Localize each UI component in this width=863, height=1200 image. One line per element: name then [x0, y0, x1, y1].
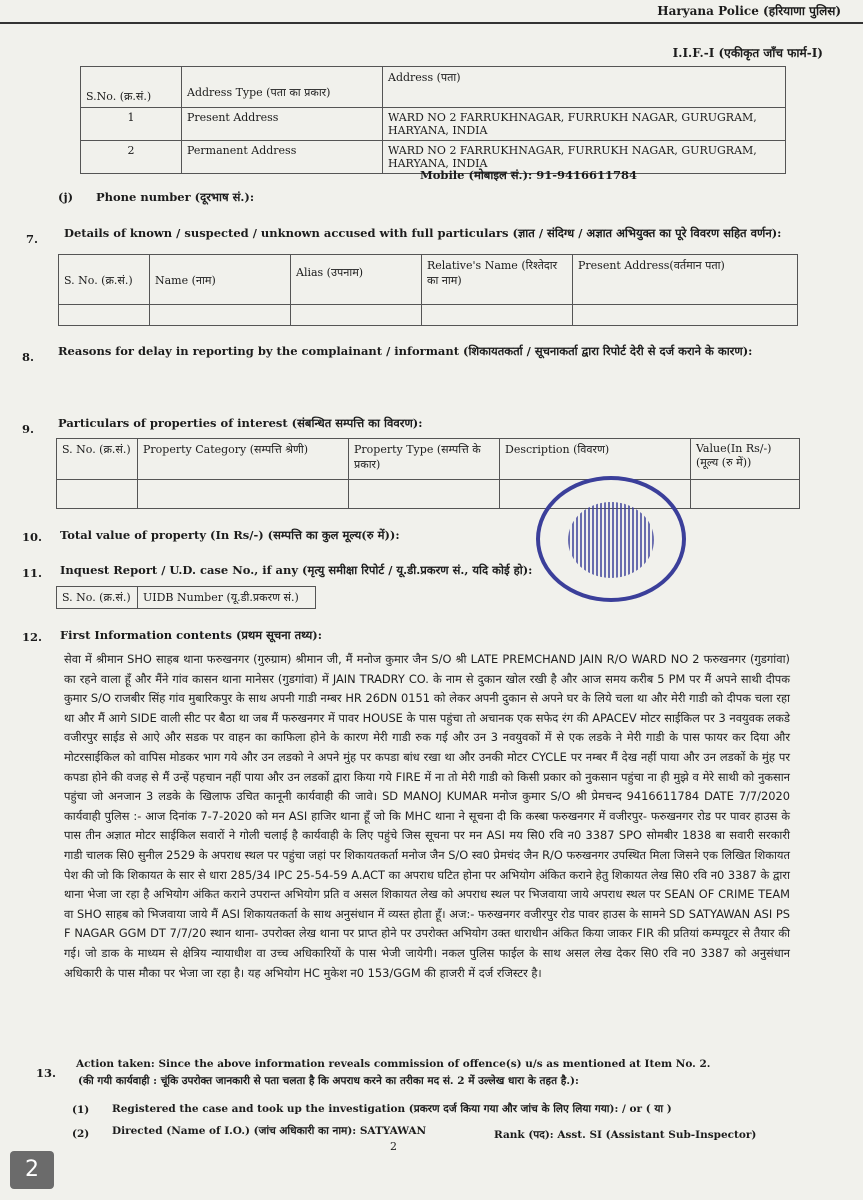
section-10-number: 10.	[22, 530, 43, 544]
table-header-cell: S. No. (क्र.सं.)	[59, 255, 150, 305]
table-header-row	[59, 255, 798, 305]
table-header-cell: Property Type (सम्पत्ति के प्रकार)	[349, 439, 500, 480]
action-item-2: Directed (Name of I.O.) (जांच अधिकारी का नाम): SATYAWAN	[112, 1125, 427, 1137]
section-12-number: 12.	[22, 630, 43, 644]
phone-label: Phone number (दूरभाष सं.):	[96, 190, 255, 204]
table-header-cell: Relative's Name (रिश्तेदार का नाम)	[422, 255, 573, 305]
table-header-cell: Description (विवरण)	[500, 439, 691, 480]
table-header-row	[81, 67, 786, 108]
section-7-number: 7.	[26, 232, 39, 246]
section-12-label: First Information contents (प्रथम सूचना तथ्य):	[60, 628, 322, 642]
table-row	[81, 108, 786, 141]
io-rank: Rank (पद): Asst. SI (Assistant Sub-Inspector)	[494, 1129, 757, 1141]
section-10-label: Total value of property (In Rs/-) (सम्पत्ति का कुल मूल्य(रु में)):	[60, 528, 400, 542]
action-item-2-number: (2)	[72, 1128, 90, 1140]
table-header-cell: Address (पता)	[383, 67, 786, 108]
section-9-label: Particulars of properties of interest (संबन्धित सम्पत्ति का विवरण):	[58, 416, 423, 430]
table-header-row	[57, 439, 800, 480]
table-header-cell: Alias (उपनाम)	[291, 255, 422, 305]
table-cell: 1	[81, 108, 182, 141]
form-id: I.I.F.-I (एकीकृत जाँच फार्म-I)	[672, 46, 823, 60]
table-header-cell: S. No. (क्र.सं.)	[57, 587, 138, 609]
table-header-cell: S. No. (क्र.सं.)	[57, 439, 138, 480]
action-item-1: Registered the case and took up the investigation (प्रकरण दर्ज किया गया और जांच के लिए लिया गया): / or ( या )	[112, 1103, 672, 1115]
page-number: 2	[390, 1140, 397, 1153]
first-information-contents: सेवा में श्रीमान SHO साहब थाना फरुखनगर (गुरुग्राम) श्रीमान जी, मैं मनोज कुमार जैन S/O श्री LATE PREMCHAND JAIN R/O WARD NO 2 फरुखनगर (गुडगांवा) का रहने वाला हूँ और मैंने गांव कासन थाना मानेसर (गुडगांवा) में JAIN TRADRY CO. के नाम से दुकान खोल रखी है और आज समय करीब 5 PM पर मैं अपने साथी दीपक कुमार S/O राजबीर सिंह गांव मुबारिकपुर के साथ अपनी गाडी नम्बर HR 26DN 0151 को लेकर अपनी दुकान से अपने घर के लिये चला था और मेरी गाडी को दीपक चला रहा था और मैं आगे SIDE वाली सीट पर बैठा था जब मैं फरुखनगर में पावर HOUSE के पास पहुंचा तो अचानक एक सफेद रंग की APACEV मोटर साईकिल पर 3 नवयुवक लकडे वजीरपुर साईड से आऐ और सडक पर वाहन का काफिला होने के कारण मेरी गाडी रुक गई और उन 3 नवयुवकों में से एक लडके ने मेरी गाडी के पास फायर कर दिया और मोटरसाईकिल को वापिस मोडकर भाग गये और उन लडको ने अपने मुंह पर कपडा बांध रखा था और उनकी मोटर CYCLE पर नम्बर मैं देख नहीं पाया और उन लडकों के मुंह पर कपडा होने की वजह से मैं उन्हें पहचान नहीं पाया और उन लडकों द्वारा किया गये FIRE में ना तो मेरी गाडी को किसी प्रकार को नुकसान पहुंचा ना ही मुझे व मेरे साथी को नुकसान पहुंचा जो अनजान 3 लडके के खिलाफ उचित कानूनी कार्यवाही की जावे। SD MANOJ KUMAR मनोज कुमार S/O श्री प्रेमचन्द 9416611784 DATE 7/7/2020 कार्यवाही पुलिस :- आज दिनांक 7-7-2020 को मन ASI हाजिर थाना हूँ जो कि MHC थाना ने सूचना दी कि कस्बा फरुखनगर में वजीरपुर- फरुखनगर रोड पर पावर हाउस के पास तीन अज्ञात मोटर साईकिल सवारों ने गोली चलाई है कार्यवाही के लिए पहुंचे जिस सूचना पर मन ASI मय सि0 रवि न0 3387 SPO सोमबीर 1838 बा सवारी सरकारी गाडी चालक सि0 सुनील 2529 के अपराध स्थल पर पहुंचा जहां पर शिकायतकर्ता मनोज जैन S/O स्व0 प्रेमचंद जैन R/O फरुखनगर उपस्थित मिला जिसने एक लिखित शिकायत पेश की जो कि शिकायत के सार से धारा 285/34 IPC 25-54-59 A.ACT का अपराध घटित होना पर अभियोग अंकित कराने हेतु शिकायत लेख सि0 रवि न0 3387 के द्वारा थाना भेजा जा रहा है अभियोग अंकित कराने उपरान्त अभियोग प्रति व असल शिकायत लेख को अपराध स्थल पर भिजवाया जाये अपराध स्थल पर SEAN OF CRIME TEAM वा SHO साहब को भिजवाया जाये मैं ASI शिकायतकर्ता के साथ अनुसंधान में व्यस्त होता हूँ। अज:- फरुखनगर वजीरपुर रोड पावर हाउस के सामने SD SATYAWAN ASI PS F NAGAR GGM DT 7/7/20 स्थान थाना- उपरोक्त लेख थाना पर प्राप्त होने पर उपरोक्त अभियोग उक्त धाराधीन अंकित किया जाकर FIR की प्रतियां कम्पयूटर से तैयार की गई। जो डाक के माध्यम से क्षेत्रिय न्यायाधीश वा उच्च अधिकारियों के पास भेजी जायेगी। नकल पुलिस फाईल के साथ असल लेख देकर सि0 रवि न0 3387 को अनुसंधान अधिकारी के पास मौका पर भेजा जा रहा है। यह अभियोग HC मुकेश न0 153/GGM की हाजरी में दर्ज रजिस्टर है।	[64, 652, 790, 980]
mobile-number: Mobile (मोबाइल सं.): 91-9416611784	[420, 168, 638, 182]
table-header-cell: Value(In Rs/-) (मूल्य (रु में))	[691, 439, 800, 480]
address-table	[80, 66, 786, 174]
seal-emblem	[568, 502, 654, 578]
section-11-label: Inquest Report / U.D. case No., if any (मृत्यु समीक्षा रिपोर्ट / यू.डी.प्रकरण सं., यदि कोई हो):	[60, 563, 533, 577]
table-row	[57, 480, 800, 509]
table-cell: Permanent Address	[182, 141, 383, 174]
table-header-cell: Name (नाम)	[150, 255, 291, 305]
table-cell: Present Address	[182, 108, 383, 141]
header-rule	[0, 22, 863, 24]
property-table	[56, 438, 800, 509]
action-taken-hindi: (की गयी कार्यवाही : चूंकि उपरोक्त जानकारी से पता चलता है कि अपराध करने का तरीका मद सं. 2 में उल्लेख धारा के तहत है.):	[78, 1075, 579, 1087]
table-header-cell: Property Category (सम्पत्ति श्रेणी)	[138, 439, 349, 480]
table-header-cell: S.No. (क्र.सं.)	[81, 67, 182, 108]
table-header-cell: UIDB Number (यू.डी.प्रकरण सं.)	[138, 587, 316, 609]
section-7-label: Details of known / suspected / unknown accused with full particulars (ज्ञात / संदिग्ध / अज्ञात अभियुक्त का पूरे विवरण सहित वर्णन):	[64, 226, 782, 240]
table-header-cell: Address Type (पता का प्रकार)	[182, 67, 383, 108]
table-row	[59, 305, 798, 326]
table-cell: 2	[81, 141, 182, 174]
table-cell: WARD NO 2 FARRUKHNAGAR, FURRUKH NAGAR, GURUGRAM, HARYANA, INDIA	[383, 108, 786, 141]
header-org: Haryana Police (हरियाणा पुलिस)	[657, 4, 841, 18]
inquest-table	[56, 586, 316, 609]
viewer-page-badge[interactable]: 2	[10, 1151, 54, 1189]
section-8-number: 8.	[22, 350, 35, 364]
phone-item-number: (j)	[58, 190, 74, 204]
table-header-row	[57, 587, 316, 609]
action-item-1-number: (1)	[72, 1104, 90, 1116]
table-cell: WARD NO 2 FARRUKHNAGAR, FURRUKH NAGAR, GURUGRAM, HARYANA, INDIA	[383, 141, 786, 174]
accused-table	[58, 254, 798, 326]
table-header-cell: Present Address(वर्तमान पता)	[573, 255, 798, 305]
section-9-number: 9.	[22, 422, 35, 436]
section-11-number: 11.	[22, 566, 43, 580]
section-13-number: 13.	[36, 1066, 57, 1080]
police-seal-stamp	[536, 476, 686, 602]
section-8-label: Reasons for delay in reporting by the complainant / informant (शिकायतकर्ता / सूचनाकर्ता द्वारा रिपोर्ट देरी से दर्ज कराने के कारण):	[58, 344, 753, 358]
action-taken-line: Action taken: Since the above information reveals commission of offence(s) u/s as mentioned at Item No. 2.	[76, 1058, 711, 1070]
